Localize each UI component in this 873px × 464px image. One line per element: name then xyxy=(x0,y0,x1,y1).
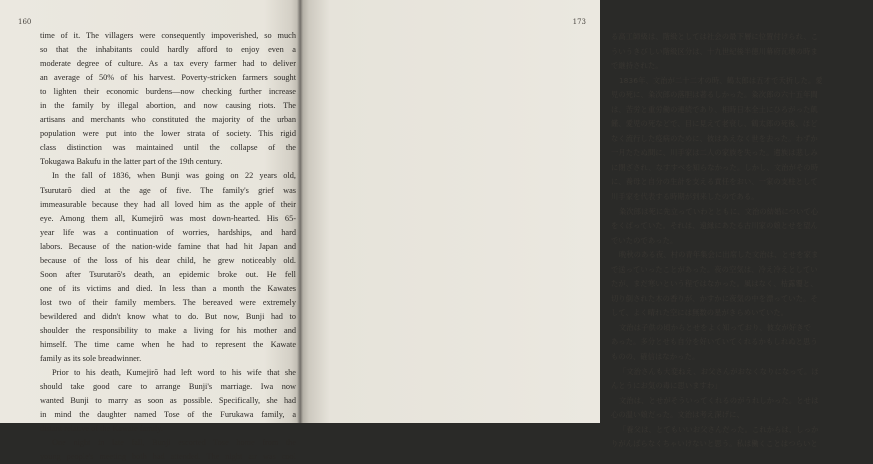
text-line: 饉、愛児の死などで、目に見えて老衰し、鶴太郎の死後、ほど xyxy=(611,119,818,129)
text-line: んとうにお気の毒に思いますわ」 xyxy=(611,381,722,391)
text-line: して、よく晴れた空には無数の星がきらめいていた。 xyxy=(611,308,789,318)
text-line: should take good care to arrange Bunji's marriage. Iwa now xyxy=(40,382,296,392)
text-line: bewildered and didn't know what to do. But now, Bunji had to xyxy=(40,311,296,321)
text-line: 「養父は、とてもいいお父さんだった。これからは、しっか xyxy=(619,424,819,434)
text-line: himself. The time came when he had to represent the Kawate xyxy=(40,340,296,350)
book-gutter xyxy=(297,0,303,423)
text-line: One night in late fall, Bunji escorted Tose home from the xyxy=(52,438,296,448)
text-line: 「文治さんも大変ねえ、お父さんがおなくなりになって。ほ xyxy=(619,366,819,376)
text-line: immeasurable because they had all loved him as the apple of their xyxy=(40,199,296,209)
page-number-left: 160 xyxy=(18,18,32,26)
text-line: in mind the daughter named Tose of the Furukawa family, a xyxy=(40,410,296,420)
text-line: 1836年、文治が二十二才の時、鶴太郎は五才で夭折した。愛 xyxy=(619,75,823,85)
text-line: る高工師級は、階級としては社会の最下層に位置付けられ、こ xyxy=(611,32,819,41)
text-line: 一月たたぬ間に、川手家は二人の家族を失った。遺族は悲しみ xyxy=(611,148,818,158)
text-line: time of it. The villagers were consequently impoverished, so much xyxy=(40,31,296,40)
text-line: 晩秋のある夜、村の青年集会に出席した文治は、とせを家ま xyxy=(619,250,819,260)
text-line: は、苦労と重労働の連続であり、相時日本全土にひろがった飢 xyxy=(611,104,818,114)
text-line: ういうきびしい階級区分は、十九世紀後半徳川幕府瓦壊の時ま xyxy=(611,46,818,56)
text-line: 切り倒された木の香りが、かすかに夜気の中を漂っていた。そ xyxy=(611,293,818,303)
text-line: Soon after Tsurutarō's death, an epidemic broke out. He fell xyxy=(40,269,296,279)
text-line: in the family by illegal abortion, and now causing riots. The xyxy=(40,101,296,111)
text-line: year life was a continuation of worries, hardships, and hard xyxy=(40,227,296,237)
text-line: 児の死に、粂次郎の落胆は著るしかった。粂次郎の六十五年間 xyxy=(611,90,818,100)
text-line: wanted Bunji to marry as soon as possible. Specifically, she had xyxy=(40,396,296,406)
text-line: distant relative of the Kawate family. xyxy=(40,424,163,434)
text-line: because of the loss of his dear child, he grew noticeably old. xyxy=(40,255,296,265)
text-line: family as its sole breadwinner. xyxy=(40,354,142,364)
text-line: なく流行した疫病のために、彼はあえなく世を去った。わずか xyxy=(611,133,818,143)
text-line: あった。多分とせも自分を好いていてくれるかもしれぬと思う xyxy=(611,337,818,347)
text-line: 川手家を代表する時期が到来したのである。 xyxy=(611,192,759,202)
text-line: so that the inhabitants could hardly afford to enjoy even a xyxy=(40,45,296,55)
text-line: to lighten their economic burdens—now checking further increase xyxy=(40,87,296,97)
text-line: に閉ざされ、なすすべを知らなかった。しかし、文治がその時 xyxy=(611,162,819,172)
text-line: class distinction was maintained until the collapse of the xyxy=(40,143,296,153)
text-line: たが、まだ寒いという程ではなかった。風はなく、枯露覆と、 xyxy=(611,279,818,289)
text-line: young people's meeting both had attended. The night air was cool xyxy=(40,452,296,462)
text-line: りがんばらなくちゃいけないと思う。私は働くことはつらいと xyxy=(611,439,818,449)
left-page xyxy=(0,0,300,462)
text-line: 文治は子供の頃からとせをよく知っており、彼女が好きで xyxy=(619,322,812,332)
text-line: Tsurutarō died at the age of five. The family's grief was xyxy=(40,185,296,195)
text-line: 文治は、とせがそういってくれるのがうれしかった。とせは xyxy=(619,395,819,405)
text-line: an average of 50% of his harvest. Poverty-stricken farmers sought xyxy=(40,73,296,83)
text-line: lost two of their family members. The bereaved were extremely xyxy=(40,297,296,307)
japanese-text-block xyxy=(611,30,873,452)
text-line: 心の温い娘だった。文治は考え深げに、 xyxy=(611,410,744,420)
text-line: 粂次郎は死に先立っていわとともに、文治の結婚について心 xyxy=(619,206,819,216)
text-line: labors. Because of the nation-wide famine that had hit Japan and xyxy=(40,241,296,251)
page-number-right: 173 xyxy=(572,18,586,26)
text-line: population were put into the lower strata of society. This rigid xyxy=(40,129,296,139)
text-line: Prior to his death, Kumejirō had left word to his wife that she xyxy=(52,368,296,378)
text-line: In the fall of 1836, when Bunji was going on 22 years old, xyxy=(52,171,296,181)
right-page xyxy=(300,0,823,449)
text-line: で送っていったことがあった。夜の空気は、冷え冷えとしてい xyxy=(611,264,818,274)
text-line: shoulder the responsibility to make a living for his mother and xyxy=(40,325,296,335)
text-line: eye. Among them all, Kumejirō was most down-hearted. His 65- xyxy=(40,213,296,223)
text-line: で継持された。 xyxy=(611,61,663,71)
text-line: moderate degree of culture. As a tax every farmer had to deliver xyxy=(40,59,296,69)
text-line: でいたのであった。 xyxy=(611,235,678,245)
text-line: をくばっていた。それは、遠縁にあたる古川家の娘とせを望ん xyxy=(611,221,818,231)
text-line: artisans and merchants who constituted the majority of the urban xyxy=(40,115,296,125)
text-line: に、養母と自分の生計を支える責任をおい、一家の支柱として xyxy=(611,177,818,187)
text-line: ものの、確信はなかった。 xyxy=(611,352,700,362)
text-line: Tokugawa Bakufu in the latter part of the 19th century. xyxy=(40,157,223,167)
english-text-block xyxy=(40,29,296,464)
text-line: one of its victims and died. In less than a month the Kawates xyxy=(40,283,296,293)
